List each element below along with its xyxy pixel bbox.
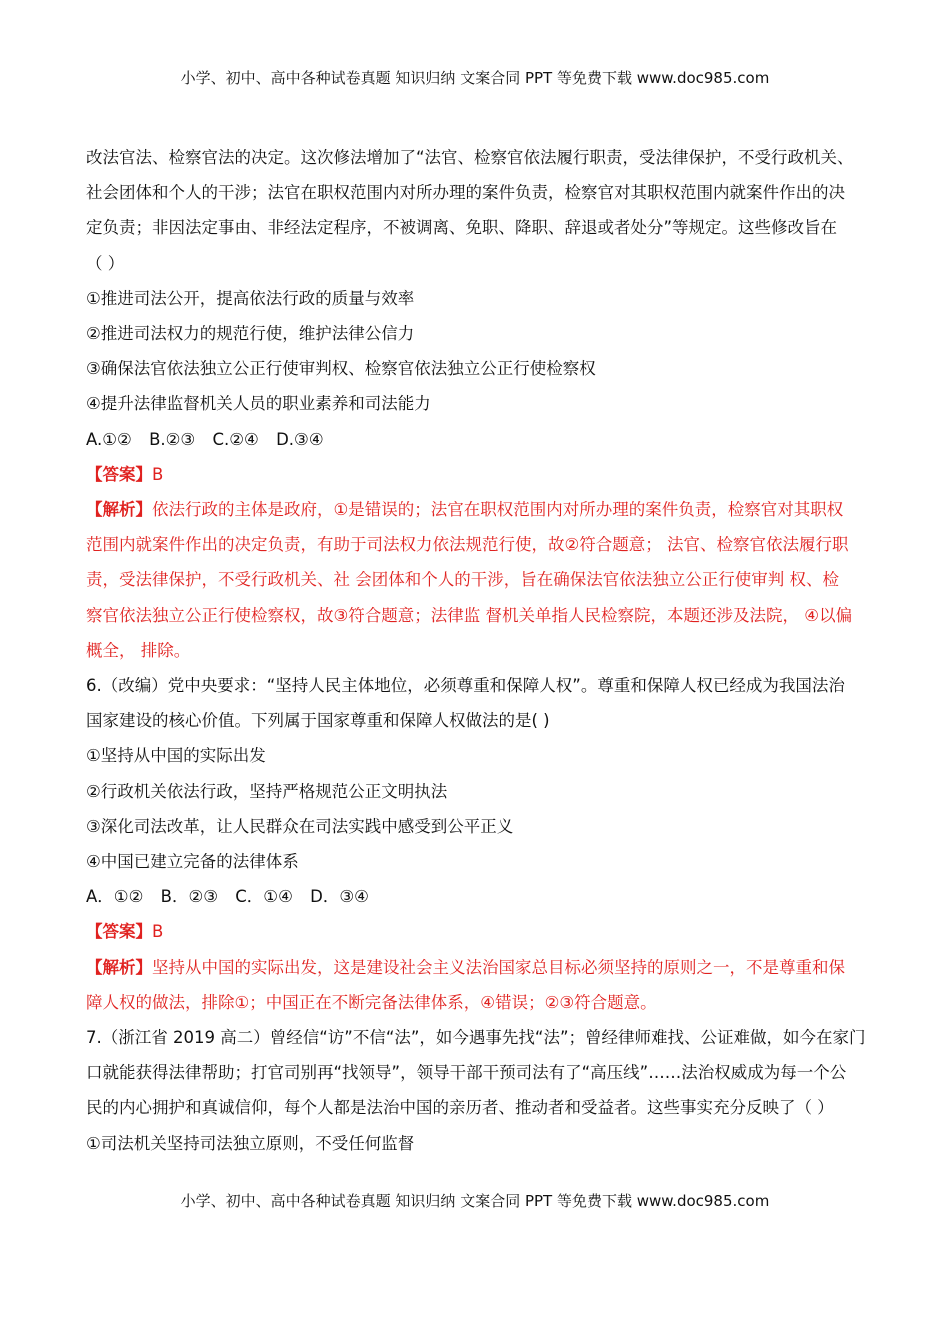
q5-answer: [86, 457, 876, 492]
q6-analysis-line: [86, 950, 876, 985]
q5-options: [86, 422, 876, 457]
q6-stem-line: 国家建设的核心价值。下列属于国家尊重和保障人权做法的是( ): [86, 711, 550, 731]
answer-tag: 【答案】: [86, 464, 152, 484]
q5-analysis-line: 概全， 排除。: [86, 640, 191, 660]
q5-analysis-line: [86, 492, 876, 527]
q5-analysis-line: 范围内就案件作出的决定负责，有助于司法权力依法规范行使，故②符合题意； 法官、检察官依法履行职: [86, 535, 849, 555]
q5-stem-line: 改法官法、检察官法的决定。这次修法增加了“法官、检察官依法履行职责，受法律保护，不受行政机关、: [86, 148, 854, 167]
q6-statement-3: ③深化司法改革，让人民群众在司法实践中感受到公平正义: [86, 816, 514, 836]
q7-stem-line: 口就能获得法律帮助；打官司别再“找领导”，领导干部干预司法有了“高压线”……法治权威成为每一个公: [86, 1063, 847, 1083]
page-header: 小学、初中、高中各种试卷真题 知识归纳 文案合同 PPT 等免费下载 www.doc985.com: [180, 69, 770, 87]
q7-stem-line: 7.（浙江省 2019 高二）曾经信“访”不信“法”，如今遇事先找“法”；曾经律师难找、公证难做，如今在家门: [86, 1028, 866, 1048]
q6-option-d: D．③④: [310, 887, 369, 907]
q5-stem-line: 社会团体和个人的干涉；法官在职权范围内对所办理的案件负责，检察官对其职权范围内就案件作出的决: [86, 183, 845, 203]
q5-analysis-line: 察官依法独立公正行使检察权，故③符合题意；法律监 督机关单指人民检察院，本题还涉及法院， ④以偏: [86, 605, 853, 625]
q6-answer: [86, 914, 876, 949]
q5-option-b: B.②③: [149, 429, 196, 449]
q5-analysis-line: 责，受法律保护，不受行政机关、社 会团体和个人的干涉，旨在确保法官依法独立公正行使审判 权、检: [86, 570, 839, 590]
page-footer: 小学、初中、高中各种试卷真题 知识归纳 文案合同 PPT 等免费下载 www.doc985.com: [180, 1192, 770, 1210]
q5-stem-line: 定负责；非因法定事由、非经法定程序，不被调离、免职、降职、辞退或者处分”等规定。这些修改旨在: [86, 218, 838, 238]
q6-option-b: B．②③: [160, 887, 219, 907]
q6-stem-line: 6.（改编）党中央要求：“坚持人民主体地位，必须尊重和保障人权”。尊重和保障人权已经成为我国法治: [86, 676, 845, 696]
answer-value: B: [152, 464, 164, 484]
answer-tag: 【答案】: [86, 922, 152, 942]
analysis-tag: 【解析】: [86, 957, 152, 977]
q6-statement-4: ④中国已建立完备的法律体系: [86, 852, 299, 872]
analysis-tag: 【解析】: [86, 500, 152, 520]
q5-statement-2: ②推进司法权力的规范行使，维护法律公信力: [86, 324, 415, 344]
q5-option-d: D.③④: [276, 429, 324, 449]
q5-option-c: C.②④: [212, 429, 259, 449]
q6-option-a: A．①②: [86, 887, 144, 907]
q6-options: [86, 879, 876, 914]
q7-stem-line: 民的内心拥护和真诚信仰，每个人都是法治中国的亲历者、推动者和受益者。这些事实充分反映了（ ）: [86, 1098, 834, 1118]
q6-statement-2: ②行政机关依法行政，坚持严格规范公正文明执法: [86, 781, 448, 801]
q5-statement-3: ③确保法官依法独立公正行使审判权、检察官依法独立公正行使检察权: [86, 359, 596, 379]
q6-option-c: C．①④: [235, 887, 293, 907]
q5-option-a: A.①②: [86, 429, 132, 449]
q6-statement-1: ①坚持从中国的实际出发: [86, 746, 266, 766]
analysis-text: 依法行政的主体是政府，①是错误的；法官在职权范围内对所办理的案件负责，检察官对其职权: [152, 500, 844, 520]
answer-value: B: [152, 922, 164, 942]
q5-answer-blank: （ ）: [86, 253, 125, 273]
document-body: [86, 140, 876, 1161]
q6-analysis-line: 障人权的做法，排除①；中国正在不断完备法律体系，④错误；②③符合题意。: [86, 992, 657, 1012]
q5-statement-1: ①推进司法公开，提高依法行政的质量与效率: [86, 288, 415, 308]
q7-statement-1: ①司法机关坚持司法独立原则，不受任何监督: [86, 1133, 415, 1153]
q5-statement-4: ④提升法律监督机关人员的职业素养和司法能力: [86, 394, 431, 414]
analysis-text: 坚持从中国的实际出发，这是建设社会主义法治国家总目标必须坚持的原则之一，不是尊重和保: [152, 957, 845, 977]
